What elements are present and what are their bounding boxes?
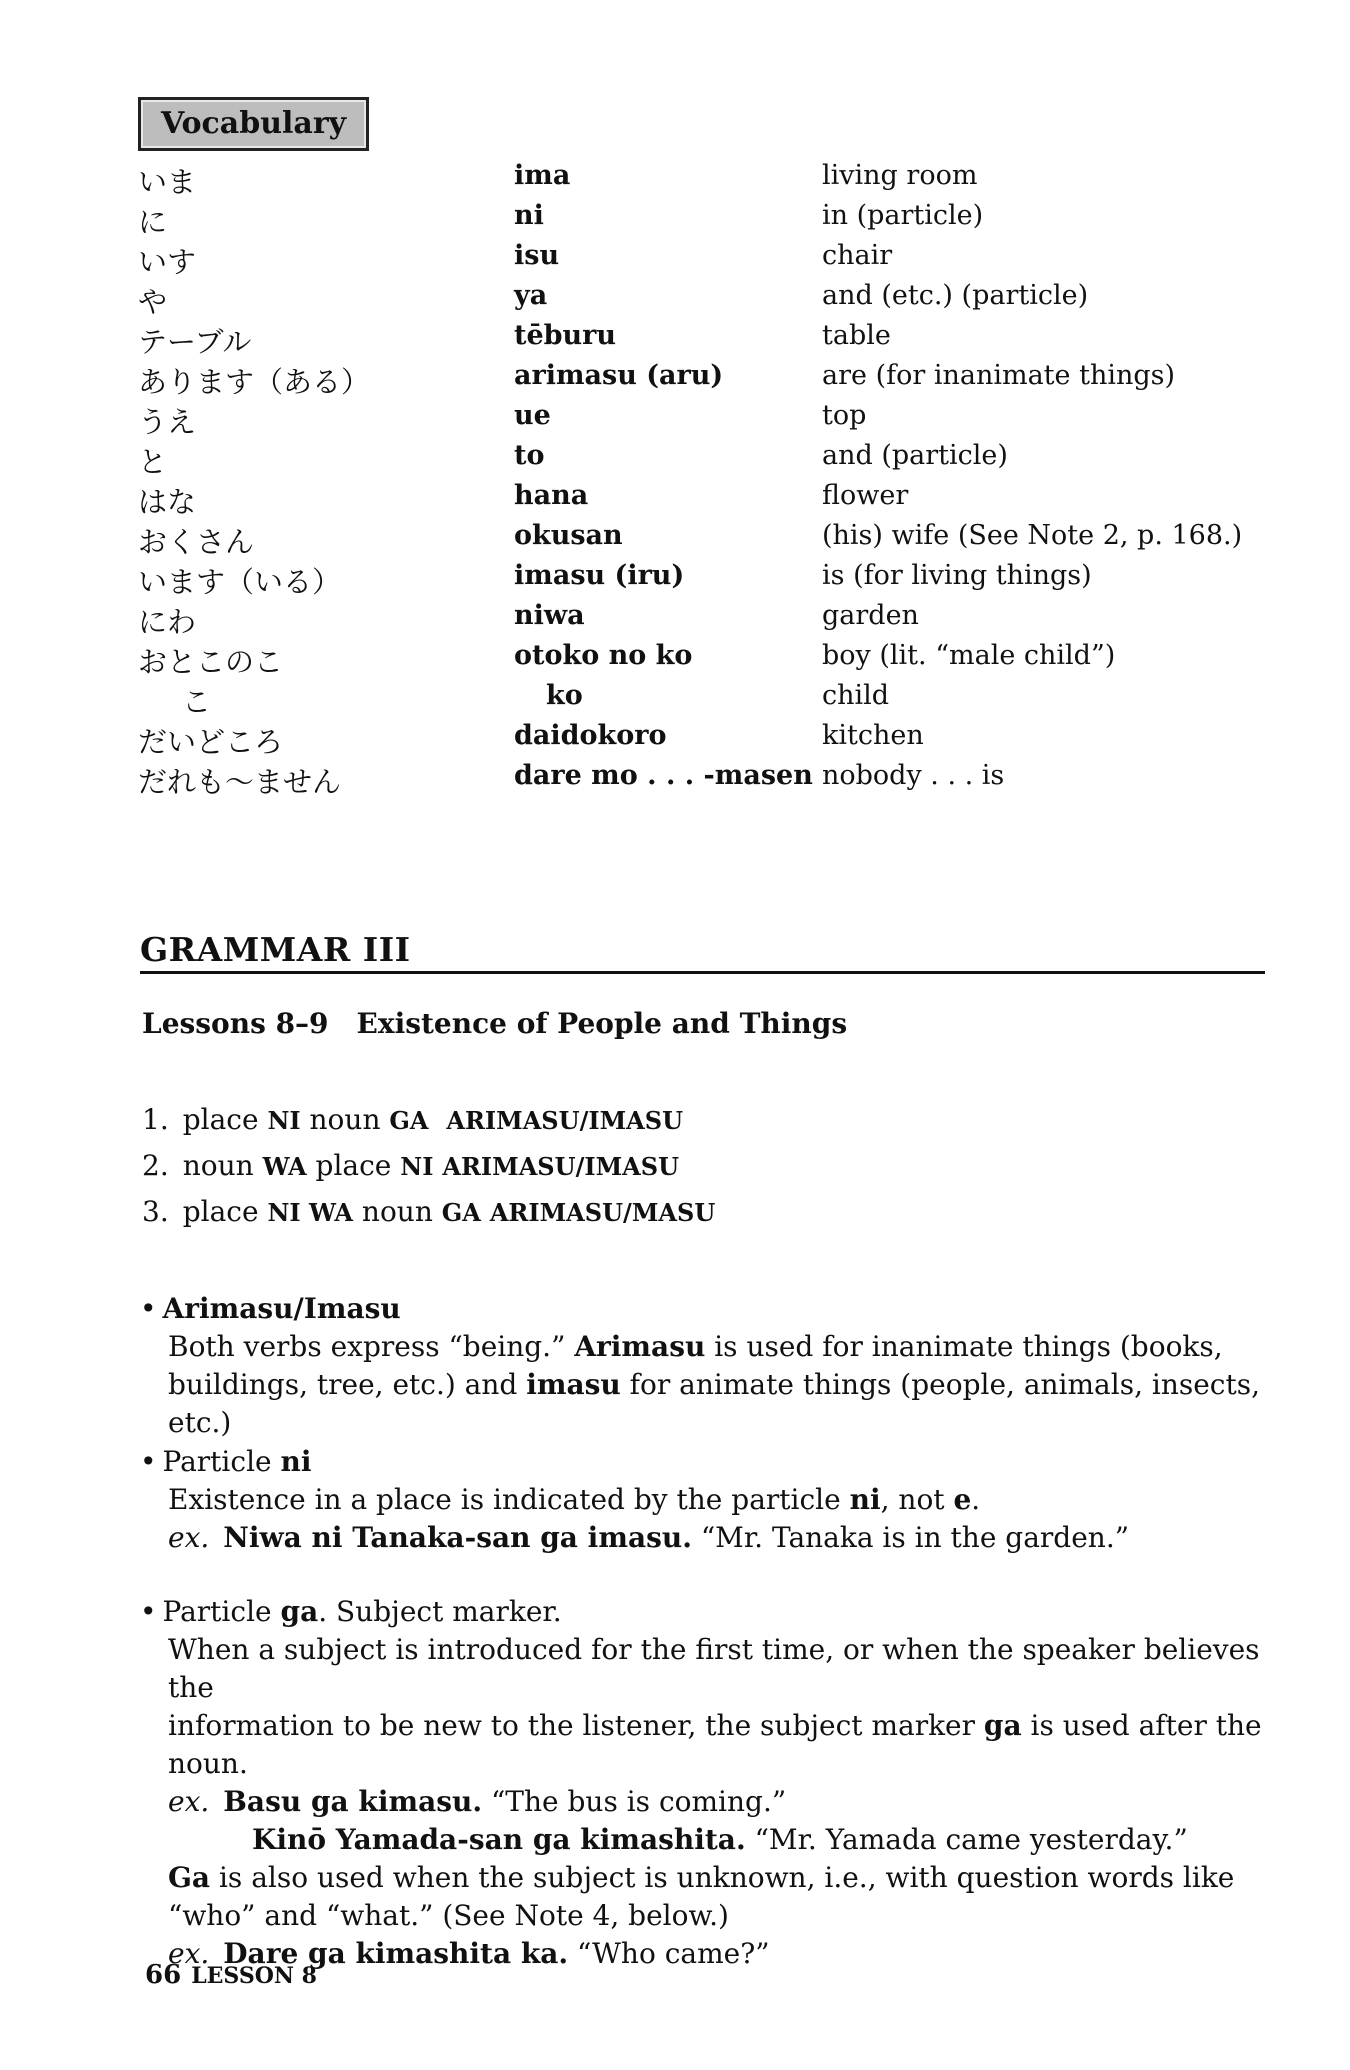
text: . <box>971 1483 981 1516</box>
vocab-meaning: and (particle) <box>822 440 1008 471</box>
section-arimasu-imasu <box>140 1290 1270 1442</box>
section-heading: Arimasu/Imasu <box>162 1292 401 1325</box>
vocabulary-list <box>138 160 1248 800</box>
term: Ga <box>168 1861 211 1894</box>
term: ga <box>983 1709 1022 1742</box>
vocab-japanese: いす <box>138 245 197 279</box>
vocab-japanese: いま <box>138 165 197 199</box>
vocab-japanese: に <box>138 205 168 239</box>
vocab-row <box>138 600 1248 640</box>
vocab-meaning: kitchen <box>822 720 924 751</box>
vocab-romaji: daidokoro <box>514 720 667 751</box>
vocab-meaning: boy (lit. “male child”) <box>822 640 1116 671</box>
example-translation: “Who came?” <box>568 1937 770 1970</box>
vocab-japanese: あります（ある） <box>138 365 371 399</box>
lesson-title: Existence of People and Things <box>356 1007 848 1040</box>
vocab-row <box>138 480 1248 520</box>
example-translation: “Mr. Tanaka is in the garden.” <box>691 1521 1130 1554</box>
vocab-romaji: ko <box>546 680 583 711</box>
text: for animate things (people, animals, insects, etc.) <box>168 1368 1260 1439</box>
example-label: ex. <box>168 1521 210 1554</box>
pattern-item <box>142 1103 715 1149</box>
vocab-meaning: and (etc.) (particle) <box>822 280 1089 311</box>
vocab-meaning: living room <box>822 160 978 191</box>
vocab-japanese: や <box>138 285 168 319</box>
vocab-meaning: nobody . . . is <box>822 760 1005 791</box>
pattern-list <box>142 1103 715 1241</box>
section-body <box>168 1481 1270 1557</box>
pattern-keyword: ARIMASU/MASU <box>489 1198 716 1227</box>
vocab-romaji: tēburu <box>514 320 617 351</box>
vocab-romaji: hana <box>514 480 589 511</box>
pattern-number: 1. <box>142 1103 169 1136</box>
vocab-romaji: otoko no ko <box>514 640 693 671</box>
vocab-japanese: テーブル <box>138 325 252 359</box>
vocab-japanese: います（いる） <box>138 565 342 599</box>
pattern-keyword: WA <box>262 1152 307 1181</box>
vocab-japanese: にわ <box>138 605 197 639</box>
vocab-meaning: in (particle) <box>822 200 984 231</box>
vocab-romaji: imasu (iru) <box>514 560 685 591</box>
term: ni <box>280 1445 312 1478</box>
section-particle-ga <box>140 1593 1270 1973</box>
vocab-meaning: is (for living things) <box>822 560 1092 591</box>
footer-lesson: LESSON 8 <box>191 1963 317 1989</box>
vocab-row <box>138 280 1248 320</box>
pattern-number: 2. <box>142 1149 169 1182</box>
term: imasu <box>526 1368 621 1401</box>
vocab-row <box>138 160 1248 200</box>
pattern-keyword: NI <box>267 1106 301 1135</box>
vocab-meaning: are (for inanimate things) <box>822 360 1176 391</box>
text: is also used when the subject is unknown, i.e., with question words like <box>210 1861 1235 1894</box>
vocab-meaning: flower <box>822 480 909 511</box>
pattern-text <box>433 1149 442 1182</box>
example-japanese: Niwa ni Tanaka-san ga imasu. <box>223 1521 692 1554</box>
example-japanese: Basu ga kimasu. <box>223 1785 483 1818</box>
vocab-romaji: dare mo . . . -masen <box>514 760 813 791</box>
text: noun. <box>168 1747 248 1780</box>
vocab-meaning: (his) wife (See Note 2, p. 168.) <box>822 520 1243 551</box>
vocab-row <box>138 560 1248 600</box>
page-footer <box>145 1960 317 1990</box>
vocab-japanese: はな <box>138 485 197 519</box>
vocab-japanese: だいどころ <box>138 725 284 759</box>
term: ga <box>280 1595 319 1628</box>
text: , not <box>880 1483 954 1516</box>
vocab-japanese: おとこのこ <box>138 645 284 679</box>
vocab-romaji: arimasu (aru) <box>514 360 724 391</box>
vocab-romaji: ue <box>514 400 551 431</box>
vocab-row <box>138 240 1248 280</box>
vocab-meaning: chair <box>822 240 893 271</box>
bullet-icon: • <box>140 1595 157 1628</box>
pattern-text: place <box>306 1149 401 1182</box>
vocab-romaji: ima <box>514 160 571 191</box>
vocab-romaji: ya <box>514 280 548 311</box>
vocabulary-heading: Vocabulary <box>138 97 369 151</box>
pattern-text: noun <box>300 1103 390 1136</box>
vocab-row <box>138 520 1248 560</box>
vocab-meaning: top <box>822 400 867 431</box>
vocab-japanese: こ <box>182 685 212 719</box>
pattern-keyword: GA <box>441 1198 481 1227</box>
vocab-row <box>138 440 1248 480</box>
lesson-number: Lessons 8–9 <box>142 1007 329 1040</box>
vocab-japanese: と <box>138 445 168 479</box>
vocab-row <box>138 360 1248 400</box>
vocab-romaji: okusan <box>514 520 623 551</box>
text: “who” and “what.” (See Note 4, below.) <box>168 1899 729 1932</box>
pattern-text: place <box>182 1195 268 1228</box>
text: is used after the <box>1021 1709 1262 1742</box>
text: When a subject is introduced for the first time, or when the speaker believes the <box>168 1633 1260 1704</box>
term: Arimasu <box>574 1330 706 1363</box>
vocab-romaji: ni <box>514 200 544 231</box>
text: . Subject marker. <box>318 1595 562 1628</box>
pattern-item <box>142 1149 715 1195</box>
vocab-meaning: garden <box>822 600 919 631</box>
vocab-row <box>138 200 1248 240</box>
pattern-keyword: GA <box>389 1106 429 1135</box>
text: Existence in a place is indicated by the particle <box>168 1483 850 1516</box>
pattern-text <box>429 1103 447 1136</box>
text: is used for inanimate things (books, <box>705 1330 1223 1363</box>
vocab-row <box>138 320 1248 360</box>
pattern-number: 3. <box>142 1195 169 1228</box>
pattern-text: noun <box>182 1149 263 1182</box>
example-label: ex. <box>168 1937 210 1970</box>
vocab-romaji: isu <box>514 240 560 271</box>
section-particle-ni <box>140 1443 1270 1557</box>
text: information to be new to the listener, the subject marker <box>168 1709 984 1742</box>
section-heading: Particle <box>162 1595 281 1628</box>
example-translation: “The bus is coming.” <box>482 1785 787 1818</box>
text: Both verbs express “being.” <box>168 1330 575 1363</box>
term: e <box>953 1483 972 1516</box>
bullet-icon: • <box>140 1445 157 1478</box>
section-body <box>168 1631 1270 1973</box>
vocab-row <box>138 400 1248 440</box>
section-heading: Particle <box>162 1445 281 1478</box>
vocab-japanese: おくさん <box>138 525 255 559</box>
section-body <box>168 1328 1270 1442</box>
pattern-keyword: NI WA <box>267 1198 354 1227</box>
vocab-japanese: うえ <box>138 405 197 439</box>
pattern-text: place <box>182 1103 268 1136</box>
vocab-meaning: child <box>822 680 890 711</box>
pattern-keyword: ARIMASU/IMASU <box>442 1152 680 1181</box>
vocab-romaji: to <box>514 440 545 471</box>
vocab-row <box>138 720 1248 760</box>
grammar-heading: GRAMMAR III <box>140 930 1265 974</box>
vocab-romaji: niwa <box>514 600 585 631</box>
vocab-row <box>138 680 1248 720</box>
bullet-icon: • <box>140 1292 157 1325</box>
example-label: ex. <box>168 1785 210 1818</box>
vocab-row <box>138 640 1248 680</box>
pattern-text: noun <box>353 1195 442 1228</box>
lesson-subtitle <box>142 1007 847 1040</box>
pattern-keyword: ARIMASU/IMASU <box>446 1106 684 1135</box>
page-number: 66 <box>145 1960 182 1990</box>
pattern-text <box>481 1195 490 1228</box>
text: buildings, tree, etc.) and <box>168 1368 527 1401</box>
vocab-japanese: だれも〜ません <box>138 765 342 799</box>
pattern-item <box>142 1195 715 1241</box>
example-japanese: Dare ga kimashita ka. <box>223 1937 569 1970</box>
term: ni <box>849 1483 881 1516</box>
vocab-meaning: table <box>822 320 891 351</box>
pattern-keyword: NI <box>400 1152 434 1181</box>
example-japanese: Kinō Yamada-san ga kimashita. <box>252 1823 746 1856</box>
vocab-row <box>138 760 1248 800</box>
example-translation: “Mr. Yamada came yesterday.” <box>745 1823 1188 1856</box>
